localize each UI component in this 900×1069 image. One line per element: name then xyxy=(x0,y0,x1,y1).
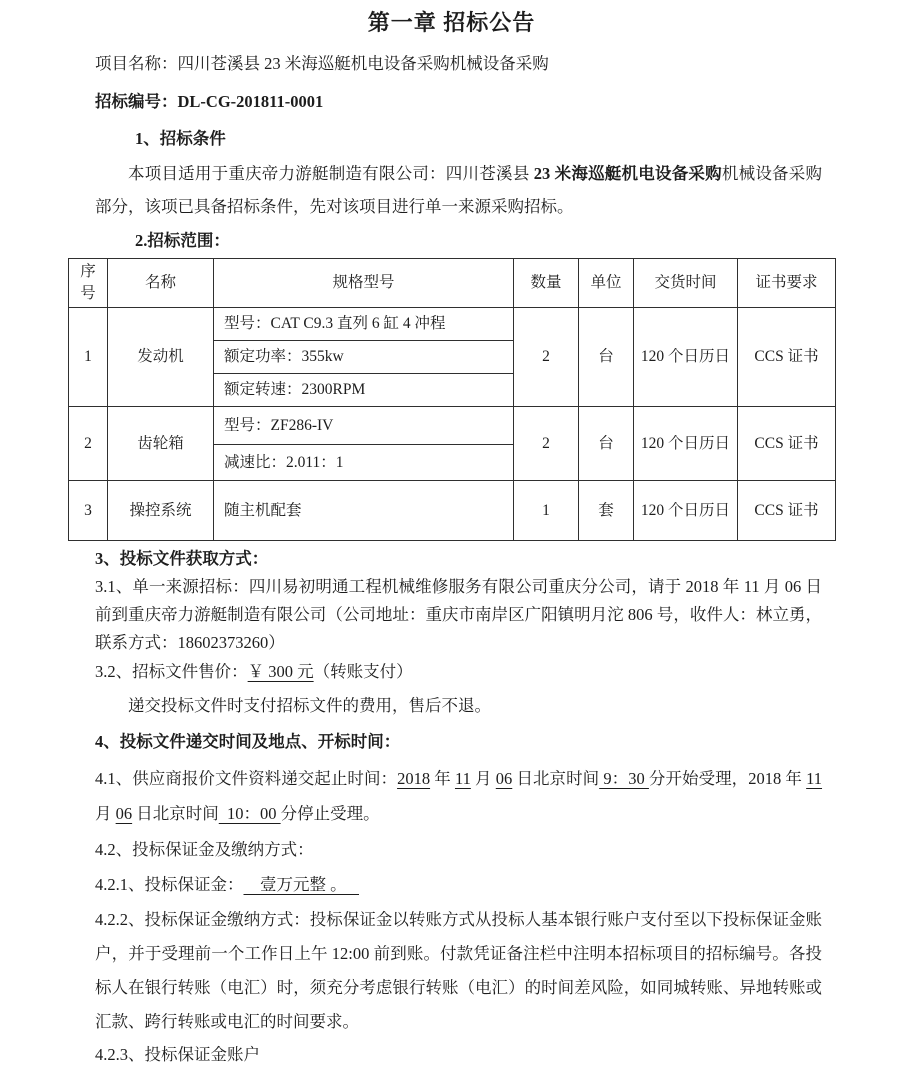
column-header-delivery: 交货时间 xyxy=(634,259,738,308)
cell-qty: 2 xyxy=(514,308,579,407)
cell-delivery: 120 个日历日 xyxy=(634,481,738,541)
cell-qty: 1 xyxy=(514,481,579,541)
item-3-1: 3.1、单一来源招标：四川易初明通工程机械维修服务有限公司重庆分公司，请于 2018 年 11 月 06 日前到重庆帝力游艇制造有限公司（公司地址：重庆市南岸区广阳镇明月沱 806 号，收件人：林立勇，联系方式：18602373260） xyxy=(95,577,822,652)
cell-spec: 随主机配套 xyxy=(214,481,514,541)
cell-delivery: 120 个日历日 xyxy=(634,308,738,407)
section2-heading: 2.招标范围： xyxy=(135,231,230,250)
page-title: 第一章 招标公告 xyxy=(367,10,536,35)
table-row xyxy=(69,308,836,341)
column-header-spec: 规格型号 xyxy=(214,259,514,308)
item-4-2-1: 4.2.1、投标保证金： 壹万元整 。 xyxy=(95,875,359,894)
cell-cert: CCS 证书 xyxy=(738,407,836,481)
item-4-2: 4.2、投标保证金及缴纳方式： xyxy=(95,840,314,859)
cell-spec: 型号：ZF286-IV xyxy=(214,407,514,445)
cell-spec: 额定转速：2300RPM xyxy=(214,374,514,407)
item-3-2-note: 递交投标文件时支付招标文件的费用，售后不退。 xyxy=(128,696,491,715)
cell-unit: 台 xyxy=(579,308,634,407)
item-4-1: 4.1、供应商报价文件资料递交起止时间：2018 年 11 月 06 日北京时间 9：30 分开始受理，2018 年 11 月 06 日北京时间 10：00 分停止受理。 xyxy=(95,769,823,823)
cell-spec: 型号：CAT C9.3 直列 6 缸 4 冲程 xyxy=(214,308,514,341)
cell-serial: 3 xyxy=(69,481,108,541)
column-header-qty: 数量 xyxy=(514,259,579,308)
cell-spec: 减速比：2.011：1 xyxy=(214,445,514,481)
column-header-unit: 单位 xyxy=(579,259,634,308)
cell-cert: CCS 证书 xyxy=(738,308,836,407)
bid-number-label: 招标编号： xyxy=(95,92,178,111)
cell-cert: CCS 证书 xyxy=(738,481,836,541)
project-name-label: 项目名称： xyxy=(95,54,178,73)
item-4-2-3: 4.2.3、投标保证金账户 xyxy=(95,1045,260,1064)
cell-serial: 2 xyxy=(69,407,108,481)
item-4-2-2: 4.2.2、投标保证金缴纳方式：投标保证金以转账方式从投标人基本银行账户支付至以下投标保证金账户，并于受理前一个工作日上午 12:00 前到账。付款凭证备注栏中注明本招标项目的招标编号。各投标人在银行转账（电汇）时，须充分考虑银行转账（电汇）的时间差风险，如同城转账、异地转账或汇款、跨行转账或电汇的时间要求。 xyxy=(95,910,822,1031)
cell-delivery: 120 个日历日 xyxy=(634,407,738,481)
column-header-name: 名称 xyxy=(108,259,214,308)
cell-name: 发动机 xyxy=(108,308,214,407)
cell-qty: 2 xyxy=(514,407,579,481)
table-row xyxy=(69,407,836,445)
cell-unit: 套 xyxy=(579,481,634,541)
project-name-value: 四川苍溪县 23 米海巡艇机电设备采购机械设备采购 xyxy=(177,54,549,73)
bid-number-line xyxy=(95,90,822,114)
column-header-cert: 证书要求 xyxy=(738,259,836,308)
section4-heading: 4、投标文件递交时间及地点、开标时间： xyxy=(95,732,401,751)
cell-name: 操控系统 xyxy=(108,481,214,541)
cell-unit: 台 xyxy=(579,407,634,481)
item-3-2: 3.2、招标文件售价：￥ 300 元（转账支付） xyxy=(95,662,413,681)
cell-name: 齿轮箱 xyxy=(108,407,214,481)
section1-heading: 1、招标条件 xyxy=(135,129,226,148)
cell-spec: 额定功率：355kw xyxy=(214,341,514,374)
cell-serial: 1 xyxy=(69,308,108,407)
section1-paragraph: 本项目适用于重庆帝力游艇制造有限公司：四川苍溪县 23 米海巡艇机电设备采购机械设备采购部分，该项已具备招标条件，先对该项目进行单一来源采购招标。 xyxy=(95,164,823,216)
section3-heading: 3、投标文件获取方式： xyxy=(95,549,269,568)
table-row xyxy=(69,481,836,541)
bid-number-value: DL-CG-201811-0001 xyxy=(177,92,324,111)
bid-scope-table xyxy=(68,258,836,541)
project-name-line xyxy=(95,52,822,76)
column-header-serial: 序号 xyxy=(69,259,108,308)
table-header-row xyxy=(69,259,836,308)
